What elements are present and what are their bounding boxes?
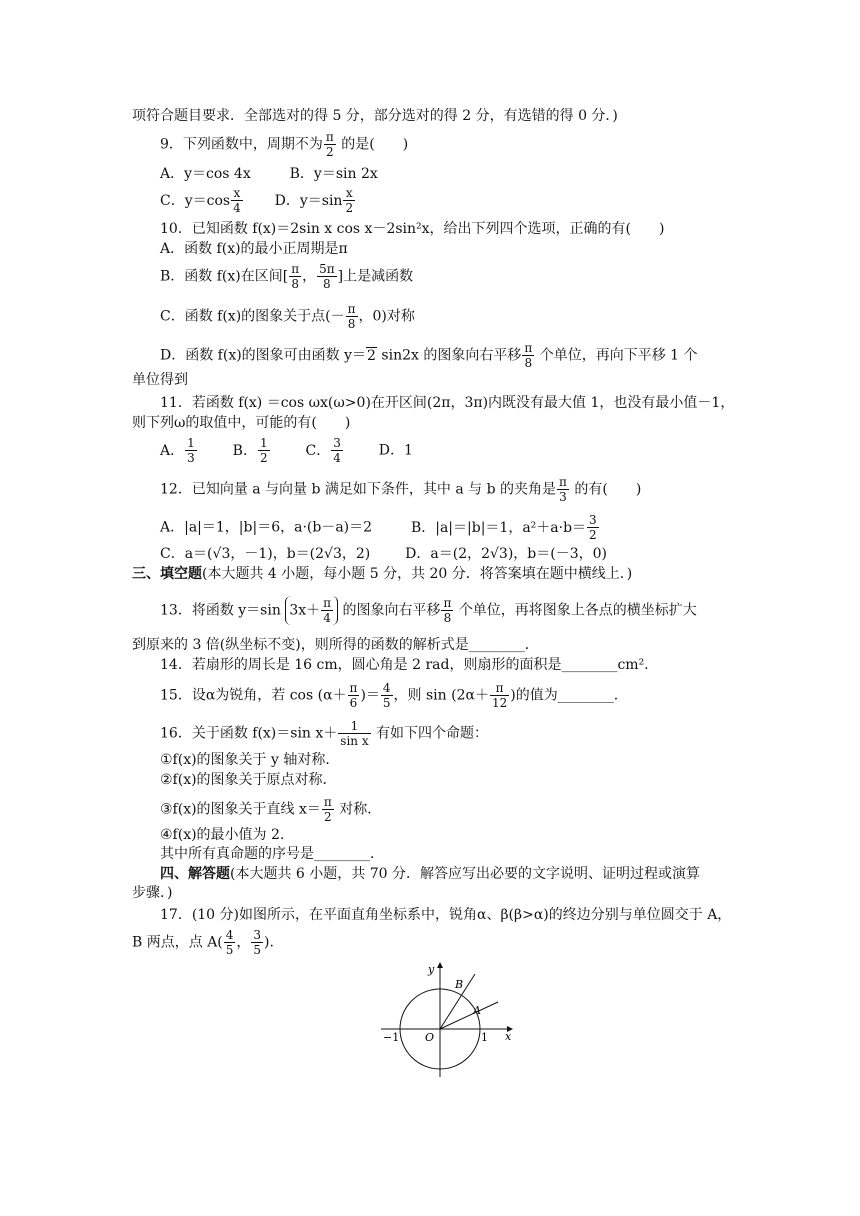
one-label: 1 [481,1031,488,1044]
q10-option-c[interactable]: C．函数 f(x)的图象关于点(－ $\frac{\pi}{8}$ ，0)对称 [160,302,415,331]
q15: 15．设α为锐角，若 cos (α＋ $\frac{\pi}{6}$ )＝ $\frac{4}{5}$ ，则 sin (2α＋ $\frac{\pi}{12}$ )的值为________. [160,681,619,710]
q12-stem: 12．已知向量 a 与向量 b 满足如下条件，其中 a 与 b 的夹角是 $\frac{\pi}{3}$ 的有( ) [160,475,642,504]
q12-options-ab [160,513,600,542]
q17-line-1: 17．(10 分)如图所示，在平面直角坐标系中，锐角α、β(β>α)的终边分别与单位圆交于 A， [160,907,732,923]
unit-circle-figure [375,960,535,1090]
q9-option-d[interactable]: D．y＝sin $\frac{x}{2}$ [274,186,354,215]
q10-option-b[interactable]: B．函数 f(x)在区间[ $\frac{\pi}{8}$ ， $\frac{5\pi}{8}$ ]上是减函数 [160,262,414,291]
q9-stem: 9．下列函数中，周期不为 $\frac{\pi}{2}$ 的是( ) [160,130,409,159]
q16-prop-2: ②f(x)的图象关于原点对称． [160,772,337,788]
q10-option-d-cont: 单位得到 [132,372,188,388]
q16-prop-3: ③f(x)的图象关于直线 x＝ $\frac{\pi}{2}$ 对称． [160,795,382,824]
q17-line-2: B 两点，点 A( $\frac{4}{5}$ ， $\frac{3}{5}$ ). [132,928,274,957]
section-4-heading-cont: 步骤．) [132,885,173,901]
q9-option-c[interactable]: C．y＝cos $\frac{x}{4}$ [160,186,241,215]
section-3-heading: 三、填空题(本大题共 4 小题，每小题 5 分，共 20 分．将答案填在题中横线上．) [132,566,633,582]
x-axis-label: x [505,1030,512,1043]
section-4-heading: 四、解答题(本大题共 6 小题，共 70 分．解答应写出必要的文字说明、证明过程或演算 [160,866,700,882]
q13-line-1: 13．将函数 y＝sin 3x＋ $\frac{\pi}{4}$ 的图象向右平移 $\frac{\pi}{8}$ 个单位，再将图象上各点的横坐标扩大 [160,596,697,625]
q12-option-b[interactable]: B．|a|＝|b|＝1，a²＋a·b＝ $\frac{3}{2}$ [410,513,597,542]
point-b-label: B [455,978,464,991]
q13-line-2: 到原来的 3 倍(纵坐标不变)，则所得的函数的解析式是________． [132,637,539,653]
q11-stem-2: 则下列ω的取值中，可能的有( ) [132,415,351,431]
q11-option-c[interactable]: C． $\frac{3}{4}$ [305,436,341,465]
q12-option-d[interactable]: D．a＝(2，2√3)，b＝(－3，0) [405,546,607,562]
q9-options-ab [160,165,378,183]
q12-options-cd [160,545,607,563]
q14: 14．若扇形的周长是 16 cm，圆心角是 2 rad，则扇形的面积是________cm². [160,657,649,673]
instructions-tail: 项符合题目要求．全部选对的得 5 分，部分选对的得 2 分，有选错的得 0 分．) [132,108,618,124]
neg-one-label: −1 [383,1031,400,1044]
q10-option-a[interactable]: A．函数 f(x)的最小正周期是π [160,241,348,257]
q11-option-a[interactable]: A． $\frac{1}{3}$ [160,436,195,465]
q11-option-b[interactable]: B． $\frac{1}{2}$ [232,436,268,465]
q11-option-d[interactable]: D．1 [378,442,413,459]
y-axis-arrow [437,962,443,968]
q16-stem: 16．关于函数 f(x)＝sin x＋ $\frac{1}{\text{sin x}}$ 有如下四个命题： [160,719,489,748]
q9-options-cd [160,186,356,215]
y-axis-label: y [428,963,435,976]
q12-option-c[interactable]: C．a＝(√3，－1)，b＝(2√3，2) [160,546,371,562]
q16-prop-1: ①f(x)的图象关于 y 轴对称． [160,752,340,768]
q11-stem-1: 11．若函数 f(x) ＝cos ωx(ω>0)在开区间(2π，3π)内既没有最大值 1，也没有最小值－1， [160,395,735,411]
q12-option-a[interactable]: A．|a|＝1，|b|＝6，a·(b－a)＝2 [160,519,373,536]
q16-prop-4: ④f(x)的最小值为 2. [160,827,285,843]
q16-ask: 其中所有真命题的序号是________． [160,846,384,862]
q9-option-a[interactable]: A．y＝cos 4x [160,166,251,182]
q10-stem: 10．已知函数 f(x)＝2sin x cos x－2sin²x，给出下列四个选项，正确的有( ) [160,221,665,237]
q11-options [160,436,413,465]
q10-option-d[interactable]: D．函数 f(x)的图象可由函数 y＝2 sin2x 的图象向右平移 $\frac{\pi}{8}$ 个单位，再向下平移 1 个 [160,341,698,370]
origin-label: O [425,1031,435,1044]
point-a-label: A [473,1004,481,1017]
q9-option-b[interactable]: B．y＝sin 2x [289,166,378,182]
